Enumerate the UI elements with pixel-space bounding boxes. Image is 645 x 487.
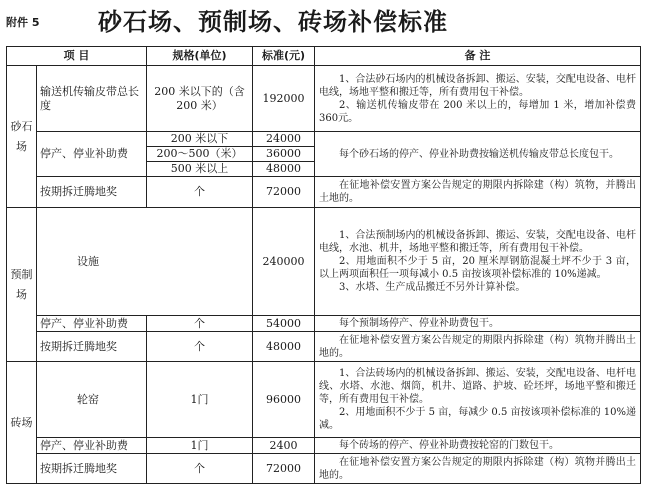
- table-header-row: [7, 47, 641, 66]
- note-brick-stop: [315, 438, 641, 454]
- value-kiln: 96000: [253, 362, 315, 438]
- spec-precast-reward: 个: [147, 332, 253, 362]
- table-row: [7, 132, 641, 147]
- spec-stop-3: 500 米以上: [147, 162, 253, 177]
- note-line: 每个砂石场的停产、停业补助费按输送机传输皮带总长度包干。: [339, 148, 619, 160]
- item-brick-reward: 按期拆迁腾地奖: [37, 454, 147, 484]
- category-sand: 砂石场: [7, 66, 37, 208]
- table-row: [7, 66, 641, 132]
- page-title: 砂石场、预制场、砖场补偿标准: [98, 8, 448, 36]
- item-belt: 输送机传输皮带总长度: [37, 66, 147, 132]
- value-sand-reward: 72000: [253, 177, 315, 208]
- item-kiln: 轮窑: [37, 362, 147, 438]
- item-precast-reward: 按期拆迁腾地奖: [37, 332, 147, 362]
- note-line: 在征地补偿安置方案公告规定的期限内拆除建（构）筑物并腾出土地的。: [319, 456, 636, 481]
- table-row: [7, 362, 641, 438]
- note-line: 在征地补偿安置方案公告规定的期限内拆除建（构）筑物，并腾出土地的。: [319, 180, 636, 204]
- note-belt: [315, 66, 641, 132]
- spec-brick-reward: 个: [147, 454, 253, 484]
- note-line: 在征地补偿安置方案公告规定的期限内拆除建（构）筑物并腾出土地的。: [319, 334, 636, 359]
- spec-belt: 200 米以下的（含 200 米）: [147, 66, 253, 132]
- note-line: 2、输送机传输皮带在 200 米以上的，每增加 1 米，增加补偿费 360元。: [319, 99, 636, 124]
- item-facility: 设施: [37, 208, 253, 316]
- item-sand-reward: 按期拆迁腾地奖: [37, 177, 147, 208]
- spec-stop-1: 200 米以下: [147, 132, 253, 147]
- col-header-item: 项 目: [7, 47, 147, 66]
- category-brick: 砖场: [7, 362, 37, 484]
- table-row: [7, 454, 641, 484]
- table-row: [7, 438, 641, 454]
- col-header-standard: 标准(元): [253, 47, 315, 66]
- spec-kiln: 1门: [147, 362, 253, 438]
- value-facility: 240000: [253, 208, 315, 316]
- value-brick-stop: 2400: [253, 438, 315, 454]
- note-line: 每个预制场停产、停业补助费包干。: [339, 318, 499, 329]
- table-row: [7, 208, 641, 316]
- item-precast-stop: 停产、停业补助费: [37, 316, 147, 332]
- note-line: 1、合法砂石场内的机械设备拆卸、搬运、安装，交配电设备、电杆电线，场地平整和搬迁等，所有费用包干补偿。: [319, 73, 636, 98]
- item-sand-stop: 停产、停业补助费: [37, 132, 147, 177]
- note-line: 每个砖场的停产、停业补助费按轮窑的门数包干。: [339, 440, 559, 451]
- spec-precast-stop: 个: [147, 316, 253, 332]
- note-kiln: [315, 362, 641, 438]
- note-facility: [315, 208, 641, 316]
- note-precast-stop: [315, 316, 641, 332]
- note-line: 2、用地面积不少于 5 亩，20 厘米厚钢筋混凝土坪不少于 3 亩，以上两项面积任一项每减小 0.5 亩按该项补偿标准的 10%递减。: [319, 256, 636, 280]
- note-line: 3、水塔、生产成品搬迁不另外计算补偿。: [339, 282, 526, 293]
- table-row: [7, 332, 641, 362]
- value-belt: 192000: [253, 66, 315, 132]
- note-line: 2、用地面积不少于 5 亩，每减少 0.5 亩按该项补偿标准的 10%递减。: [319, 407, 636, 431]
- value-precast-stop: 54000: [253, 316, 315, 332]
- compensation-table: [6, 46, 641, 484]
- note-line: 1、合法砖场内的机械设备拆卸、搬运、安装，交配电设备、电杆电线、水塔、水池、烟筒，机井、道路、护坡、砼坯坪，场地平整和搬迁等，所有费用包干补偿。: [319, 368, 636, 405]
- note-sand-reward: [315, 177, 641, 208]
- col-header-note: 备 注: [315, 47, 641, 66]
- value-brick-reward: 72000: [253, 454, 315, 484]
- note-line: 1、合法预制场内的机械设备拆卸、搬运、安装，交配电设备、电杆电线，水池、机井，场地平整和搬迁等，所有费用包干补偿。: [319, 230, 636, 254]
- item-brick-stop: 停产、停业补助费: [37, 438, 147, 454]
- value-stop-2: 36000: [253, 147, 315, 162]
- spec-sand-reward: 个: [147, 177, 253, 208]
- attachment-label: 附件 5: [6, 16, 40, 29]
- note-sand-stop: [315, 132, 641, 177]
- spec-brick-stop: 1门: [147, 438, 253, 454]
- table-row: [7, 177, 641, 208]
- col-header-spec: 规格(单位): [147, 47, 253, 66]
- value-stop-3: 48000: [253, 162, 315, 177]
- table-row: [7, 316, 641, 332]
- value-stop-1: 24000: [253, 132, 315, 147]
- category-precast: 预制场: [7, 208, 37, 362]
- spec-stop-2: 200～500（米）: [147, 147, 253, 162]
- note-precast-reward: [315, 332, 641, 362]
- note-brick-reward: [315, 454, 641, 484]
- value-precast-reward: 48000: [253, 332, 315, 362]
